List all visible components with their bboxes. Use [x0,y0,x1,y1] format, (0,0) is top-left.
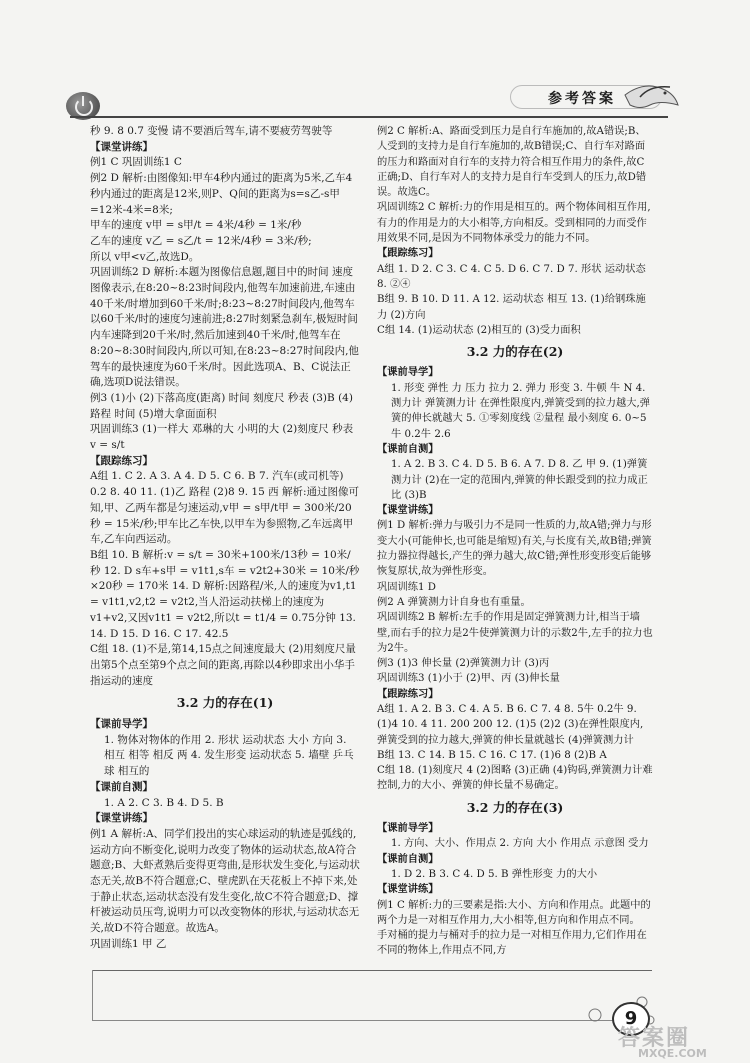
section-heading: 【课前自测】 [377,442,439,455]
answer-line: B组 9. B 10. D 11. A 12. 运动状态 相互 13. (1)给钢珠施力 (2)方向 [377,293,646,321]
answer-line: 所以 v甲<v乙,故选D。 [90,250,200,263]
answer-line: A组 1. C 2. A 3. A 4. D 5. C 6. B 7. 汽车(或司机等) 0.2 8. 40 11. (1)乙 路程 (2)8 9. 15 西 解析:通过图像可知,甲、乙两车都是匀速运动,v甲 = s甲/t甲 = 300米/20秒 = 15米/秒;甲车比乙车快,以甲车为参照物,乙车远离甲车,乙车向西运动。 [90,470,359,546]
answer-line: 例1 D 解析:弹力与吸引力不是同一性质的力,故A错;弹力与形变大小(可能伸长,也可能是缩短)有关,与长度有关,故B错;弹簧拉力器拉得越长,产生的弹力越大,故C错;弹性形变形变后能够恢复原状,故为弹性形变。 [377,519,652,578]
section-heading: 【课前导学】 [377,822,439,835]
answer-line: 巩固训练3 (1)小于 (2)甲、丙 (3)伸长量 [377,672,560,685]
answer-line: 巩固训练1 甲 乙 [90,937,167,950]
watermark-text: 答案圈 [618,1026,691,1051]
section-heading: 【课前导学】 [377,366,439,379]
section-heading: 【课前导学】 [90,718,153,731]
header-rule [70,116,668,118]
answer-line: 秒 9. 8 0.7 变慢 请不要酒后驾车,请不要疲劳驾驶等 [90,125,333,137]
section-heading: 【跟踪练习】 [90,454,153,467]
answer-line: 巩固训练2 B 解析:左手的作用是固定弹簧测力计,相当于墙壁,而右手的拉力是2牛使弹簧测力计的示数2牛,左手的拉力也为2牛。 [377,611,653,654]
answer-line: 乙车的速度 v乙 = s乙/t = 12米/4秒 = 3米/秒; [90,234,312,247]
watermark [608,1025,748,1063]
answer-line: 巩固训练3 (1)一样大 邓琳的大 小明的大 (2)刻度尺 秒表 v = s/t [90,423,354,452]
answer-line: 甲车的速度 v甲 = s甲/t = 4米/4秒 = 1米/秒 [90,219,302,232]
answer-line: 例3 (1)小 (2)下落高度(距离) 时间 刻度尺 秒表 (3)B (4)路程 时间 (5)增大拿面面积 [90,391,353,420]
answer-line: 例2 A 弹簧测力计自身也有重量。 [377,595,531,608]
answer-line: 1. 形变 弹性 力 压力 拉力 2. 弹力 形变 3. 牛顿 牛 N 4. 测力计 弹簧测力计 在弹性限度内,弹簧受到的拉力越大,弹簧的伸长就越大 5. ①零刻度线 ②量程 最小刻度 6. 0~5牛 0.2牛 2.6 [391,381,651,440]
answer-line: 1. A 2. B 3. C 4. D 5. B 6. A 7. D 8. 乙 甲 9. (1)弹簧测力计 (2)在一定的范围内,弹簧的伸长跟受到的拉力成正比 (3)B [391,458,648,501]
page-header [0,0,750,125]
answer-line: 例1 C 解析:力的三要素是指:大小、方向和作用点。此题中的两个力是一对相互作用力,大小相等,但方向和作用点不同。 手对桶的提力与桶对手的拉力是一对相互作用力,它们作用在不同的物体上,作用点不同,方 [377,898,651,957]
footer-bracket [92,970,93,1020]
answer-line: B组 13. C 14. B 15. C 16. C 17. (1)6 8 (2)B A [377,748,607,761]
answer-line: 巩固训练2 C 解析:力的作用是相互的。两个物体间相互作用,有力的作用是力的大小相等,方向相反。受到相同的力而受作用效果不同,是因为不同物体承受力的能力不同。 [377,201,651,245]
section-heading: 【课堂讲练】 [90,140,153,153]
answer-line: 1. 物体对物体的作用 2. 形状 运动状态 大小 方向 3. 相互 相等 相反 两 4. 发生形变 运动状态 5. 墙壁 乒乓球 相互的 [104,733,354,778]
answer-line: 例2 D 解析:由图像知:甲车4秒内通过的距离为5米,乙车4秒内通过的距离是12米,则P、Q间的距离为s=s乙-s甲=12米-4米=8米; [90,172,353,216]
section-heading: 【跟踪练习】 [377,247,439,260]
answer-line: 巩固训练1 D [377,580,436,593]
answer-line: 例2 C 解析:A、路面受到压力是自行车施加的,故A错误;B、人受到的支持力是自行车施加的,故B错误;C、自行车对路面的压力和路面对自行车的支持力符合相互作用力的条件,故C正确;D、自行车对人的支持力是自行车受到人的压力,故D错误。故选C。 [377,125,647,199]
footer-rule [92,970,652,971]
watermark-url: MXQE.COM [638,1047,707,1060]
lesson-title: 3.2 力的存在(2) [466,344,564,360]
section-heading: 【课前自测】 [377,852,439,865]
answer-line: 1. D 2. B 3. C 4. D 5. B 弹性形变 力的大小 [391,867,598,880]
answer-line: 例1 C 巩固训练1 C [90,156,182,169]
lesson-title: 3.2 力的存在(1) [176,695,274,711]
lesson-title: 3.2 力的存在(3) [466,799,564,815]
answer-line: 巩固训练2 D 解析:本题为图像信息题,题目中的时间 速度图像表示,在8:20~8:23时间段内,他驾车加速前进,车速由40千米/时增加到60千米/时;8:23~8:27时间段内,他驾车以60千米/时的速度匀速前进;8:27时刻紧急刹车,极短时间内车速降到20千米/时,然后加速到40千米/时,他驾车在8:20~8:30时间段内,所以可知,在8:23~8:27时间段内,他驾车的最快速度为60千米/时。因此选项A、B、C说法正确,选项D说法错误。 [90,266,359,389]
answer-line: C组 18. (1)刻度尺 4 (2)图略 (3)正确 (4)钩码,弹簧测力计难控制,力的大小、弹簧的伸长量不易确定。 [377,764,653,792]
answer-line: A组 1. D 2. C 3. C 4. C 5. D 6. C 7. D 7. 形状 运动状态 8. ②④ [377,262,646,290]
answer-line: 1. 方向、大小、作用点 2. 方向 大小 作用点 示意图 受力 [391,837,649,850]
section-heading: 【课前自测】 [90,780,153,793]
section-heading: 【课堂讲练】 [377,883,439,896]
section-heading: 【课堂讲练】 [377,504,439,517]
page-number: 9 [612,1002,650,1036]
answer-line: C组 14. (1)运动状态 (2)相互的 (3)受力面积 [377,323,581,336]
answer-line: 14. D 15. D 16. C 17. 42.5 [90,627,229,640]
answer-line: 1. A 2. C 3. B 4. D 5. B [104,796,224,809]
right-column [377,124,653,959]
answer-line: 例1 A 解析:A、同学们投出的实心球运动的轨迹是弧线的,运动方向不断变化,说明力改变了物体的运动状态,故A符合题意;B、大虾煮熟后变得更弯曲,是形状发生变化,与运动状态无关,故B不符合题意;C、壁虎趴在天花板上不掉下来,处于静止状态,运动状态没有发生变化,故C不符合题意;D、撑杆被运动员压弯,说明力可以改变物体的形状,与运动状态无关,故D不符合题意。故选A。 [90,827,360,935]
answer-line: B组 10. B 解析:v = s/t = 30米+100米/13秒 = 10米/秒 12. D s车+s甲 = v1t1,s车 = v2t2+30米 = 10米/秒×20秒 = 170米 14. D 解析:因路程/米,人的速度为v1,t1 = v1t1,v2,t2 = v2t2,当人沿运动扶梯上的速度为v1+v2,又因v1t1 = v2t2,所以t = t1/4 = 0.75分钟 13. [90,548,360,624]
section-heading: 【跟踪练习】 [377,687,439,700]
answer-line: 例3 (1)3 伸长量 (2)弹簧测力计 (3)丙 [377,657,550,670]
header-title: 参考答案 [548,91,616,107]
section-heading: 【课堂讲练】 [90,812,153,825]
footer-line [92,1020,622,1021]
answer-line: A组 1. A 2. B 3. C 4. A 5. B 6. C 7. 4 8. 5牛 0.2牛 9. (1)4 10. 4 11. 200 200 12. (1)5 (2)2 (3)在弹性限度内,弹簧受到的拉力越大,弹簧的伸长量就越长 (4)弹簧测力计 [377,702,644,746]
answer-line: C组 18. (1)不是,第14,15点之间速度最大 (2)用刻度尺量出第5个点至第9个点之间的距离,再除以4秒即求出小华手指运动的速度 [90,643,356,687]
left-column [90,124,360,953]
